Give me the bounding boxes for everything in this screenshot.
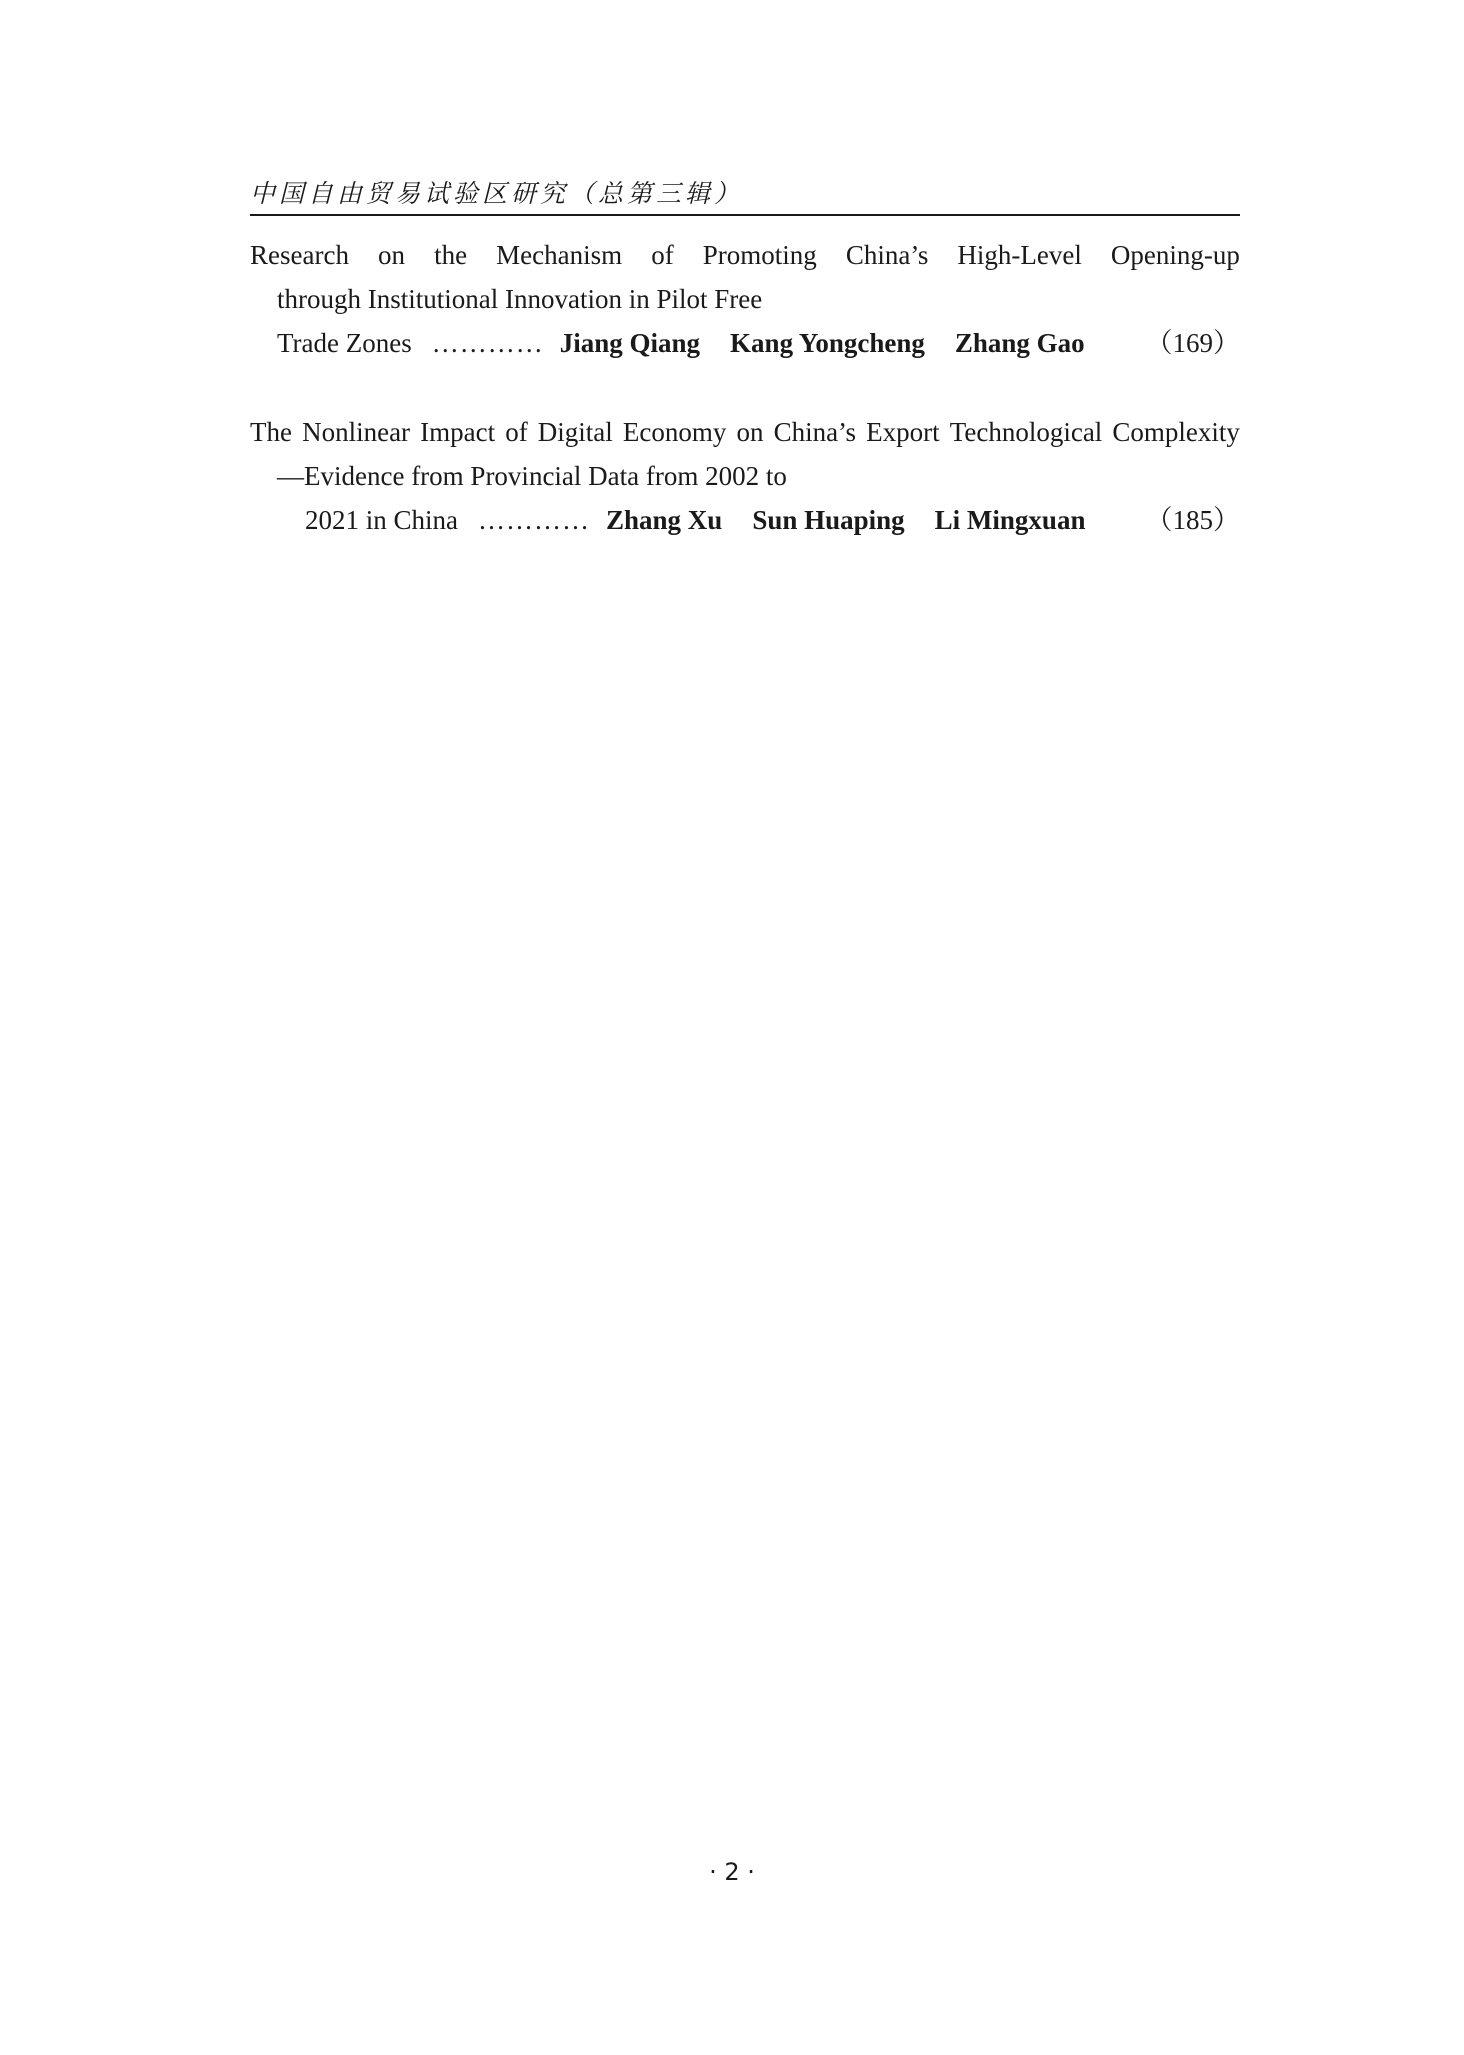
justified-line bbox=[250, 410, 1240, 454]
toc-entry bbox=[250, 233, 1240, 365]
dot-leader: ………… bbox=[431, 328, 544, 358]
title-word: Complexity bbox=[1112, 417, 1240, 447]
title-word: on bbox=[736, 417, 764, 447]
toc-title-line-3 bbox=[250, 321, 1240, 365]
toc-authors bbox=[606, 498, 1085, 542]
title-word: High-Level bbox=[957, 240, 1082, 270]
toc-title-end: Trade Zones bbox=[277, 328, 412, 358]
author-name: Li Mingxuan bbox=[934, 505, 1086, 535]
title-word: of bbox=[651, 240, 674, 270]
title-word: the bbox=[434, 240, 468, 270]
title-word: China’s bbox=[845, 240, 929, 270]
running-head bbox=[250, 172, 1240, 216]
title-word: China’s bbox=[773, 417, 857, 447]
author-name: Kang Yongcheng bbox=[730, 328, 925, 358]
toc-title-line-3 bbox=[250, 498, 1240, 542]
title-word: Nonlinear bbox=[302, 417, 411, 447]
author-name: Zhang Gao bbox=[954, 328, 1085, 358]
title-word: on bbox=[378, 240, 406, 270]
running-head-title: 中国自由贸易试验区研究（总第三辑） bbox=[250, 179, 744, 208]
toc-title-end: 2021 in China bbox=[305, 505, 458, 535]
title-word: Technological bbox=[949, 417, 1103, 447]
justified-line bbox=[250, 233, 1240, 277]
page-reference: （185） bbox=[1145, 505, 1240, 535]
title-word: Promoting bbox=[702, 240, 817, 270]
author-name: Zhang Xu bbox=[606, 505, 723, 535]
toc-title-line-1 bbox=[250, 410, 1240, 454]
toc-entry bbox=[250, 410, 1240, 542]
page-reference: （169） bbox=[1145, 328, 1240, 358]
toc-title-line-1 bbox=[250, 233, 1240, 277]
title-word: The bbox=[250, 417, 292, 447]
title-word: Digital bbox=[537, 417, 613, 447]
title-word: Economy bbox=[622, 417, 727, 447]
title-word: Research bbox=[250, 240, 349, 270]
author-name: Jiang Qiang bbox=[559, 328, 701, 358]
toc-authors bbox=[560, 321, 1085, 365]
page-number: · 2 · bbox=[709, 1858, 755, 1886]
title-word: Opening-up bbox=[1110, 240, 1240, 270]
title-word: Export bbox=[866, 417, 940, 447]
author-name: Sun Huaping bbox=[752, 505, 905, 535]
toc-title-line-2: —Evidence from Provincial Data from 2002 to bbox=[277, 461, 787, 491]
toc-title-line-2: through Institutional Innovation in Pilot Free bbox=[277, 284, 763, 314]
title-word: Mechanism bbox=[496, 240, 623, 270]
dot-leader: ………… bbox=[478, 505, 590, 535]
title-word: of bbox=[505, 417, 528, 447]
title-word: Impact bbox=[420, 417, 496, 447]
